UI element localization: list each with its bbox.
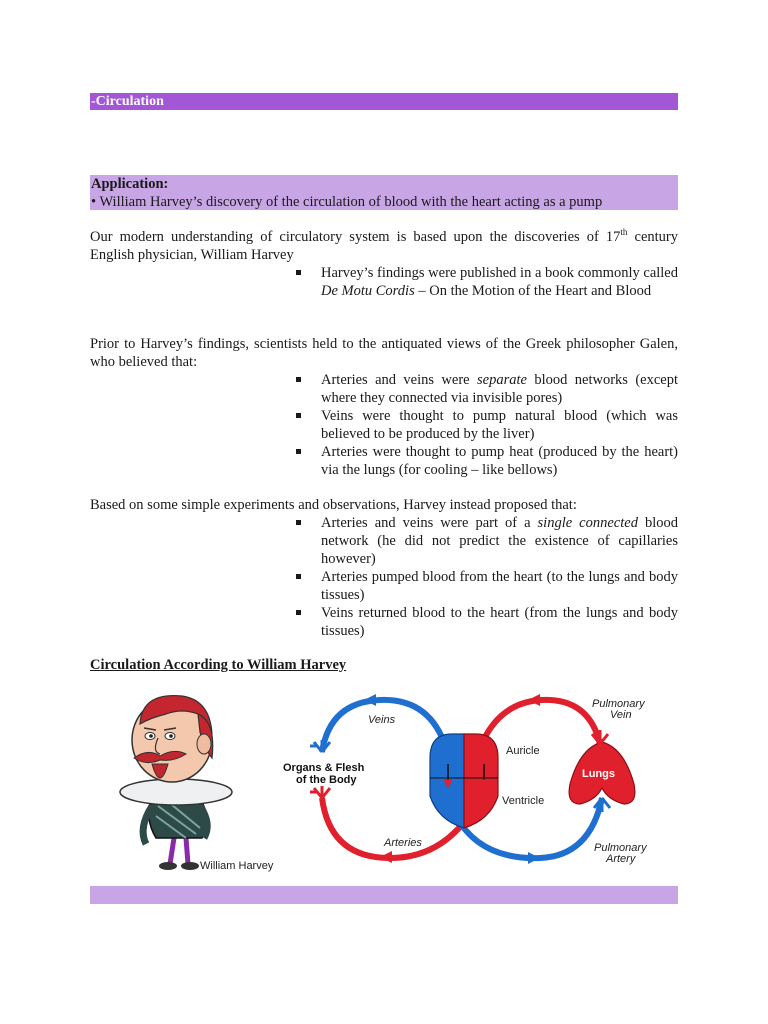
bullet-text: Arteries and veins were [321, 372, 478, 388]
pulmonary-vein [480, 700, 600, 748]
heart-right-side [430, 734, 464, 828]
prior-paragraph: Prior to Harvey’s findings, scientists held to the antiquated views of the Greek philosopher Galen, who believed that: [90, 336, 678, 370]
pulmonary-vein-label-line2: Vein [610, 709, 632, 721]
intro-superscript: th [620, 227, 628, 237]
list-item [296, 568, 678, 604]
organs-label-line2: of the Body [296, 774, 357, 786]
list-item [296, 443, 678, 479]
organ-artery-branches [310, 786, 330, 798]
right-pupil [169, 734, 173, 738]
bullet-text: Arteries were thought to pump heat (produced by the heart) via the lungs (for cooling – like bellows) [321, 444, 678, 478]
auricle-label: Auricle [506, 745, 540, 757]
bullet-italic: single connected [537, 515, 638, 531]
based-paragraph: Based on some simple experiments and observations, Harvey instead proposed that: [90, 497, 577, 513]
book-title: De Motu Cordis [321, 283, 415, 299]
galen-bullet-list [296, 371, 678, 479]
legs [170, 838, 188, 864]
portrait-caption: William Harvey [200, 860, 274, 872]
bullet-text: Veins were thought to pump natural blood (which was believed to be produced by the liver) [321, 408, 678, 442]
square-bullet-icon [296, 449, 301, 454]
left-pupil [149, 734, 153, 738]
list-item [296, 264, 678, 300]
application-text: William Harvey’s discovery of the circulation of blood with the heart acting as a pump [99, 194, 603, 210]
bullet-text: Veins returned blood to the heart (from the lungs and body tissues) [321, 605, 678, 639]
bullet-text-end: – On the Motion of the Heart and Blood [414, 283, 652, 299]
circulation-diagram [280, 688, 678, 874]
harvey-bullet-list [296, 514, 678, 640]
pulmonary-artery-label-line1: Pulmonary [594, 842, 647, 854]
ear [197, 734, 211, 754]
veins-label: Veins [368, 714, 396, 726]
list-item [296, 514, 678, 568]
organs-label-line1: Organs & Flesh [283, 762, 365, 774]
list-item [296, 407, 678, 443]
book-bullet-list [296, 264, 678, 300]
ventricle-label: Ventricle [502, 795, 545, 807]
bullet-text-end: blood networks (except where they connected via invisible pores) [321, 372, 678, 406]
application-bullet: • [91, 194, 97, 210]
intro-text-end: century English physician, William Harvey [90, 229, 679, 263]
arteries-label: Arteries [384, 837, 422, 849]
left-shoe [159, 862, 177, 870]
pulmonary-artery-label-line2: Artery [606, 853, 636, 865]
section-title-bar [90, 93, 678, 110]
heart-left-side [464, 734, 498, 828]
right-shoe [181, 862, 199, 870]
list-item [296, 604, 678, 640]
bullet-text: Arteries and veins were part of a [321, 515, 538, 531]
william-harvey-portrait [112, 688, 292, 874]
bottom-bar [90, 886, 678, 904]
square-bullet-icon [296, 270, 301, 275]
ruff-collar [120, 779, 232, 805]
application-box [90, 175, 678, 210]
intro-paragraph [90, 228, 678, 264]
square-bullet-icon [296, 377, 301, 382]
pulmonary-vein-label-line1: Pulmonary [592, 698, 645, 710]
bullet-text: Arteries pumped blood from the heart (to the lungs and body tissues) [321, 569, 678, 603]
section-title: -Circulation [91, 94, 164, 109]
application-text-line [90, 193, 678, 211]
square-bullet-icon [296, 520, 301, 525]
list-item [296, 371, 678, 407]
application-label: Application: [91, 176, 169, 192]
intro-text: Our modern understanding of circulatory system is based upon the discoveries of 17 [90, 229, 621, 245]
lungs-label: Lungs [582, 768, 615, 780]
bullet-italic: separate [477, 372, 527, 388]
square-bullet-icon [296, 413, 301, 418]
bullet-text-end: blood network (he did not predict the existence of capillaries however) [321, 515, 678, 567]
square-bullet-icon [296, 574, 301, 579]
bullet-text: Harvey’s findings were published in a book commonly called [321, 265, 678, 281]
diagram-heading: Circulation According to William Harvey [90, 657, 347, 673]
square-bullet-icon [296, 610, 301, 615]
